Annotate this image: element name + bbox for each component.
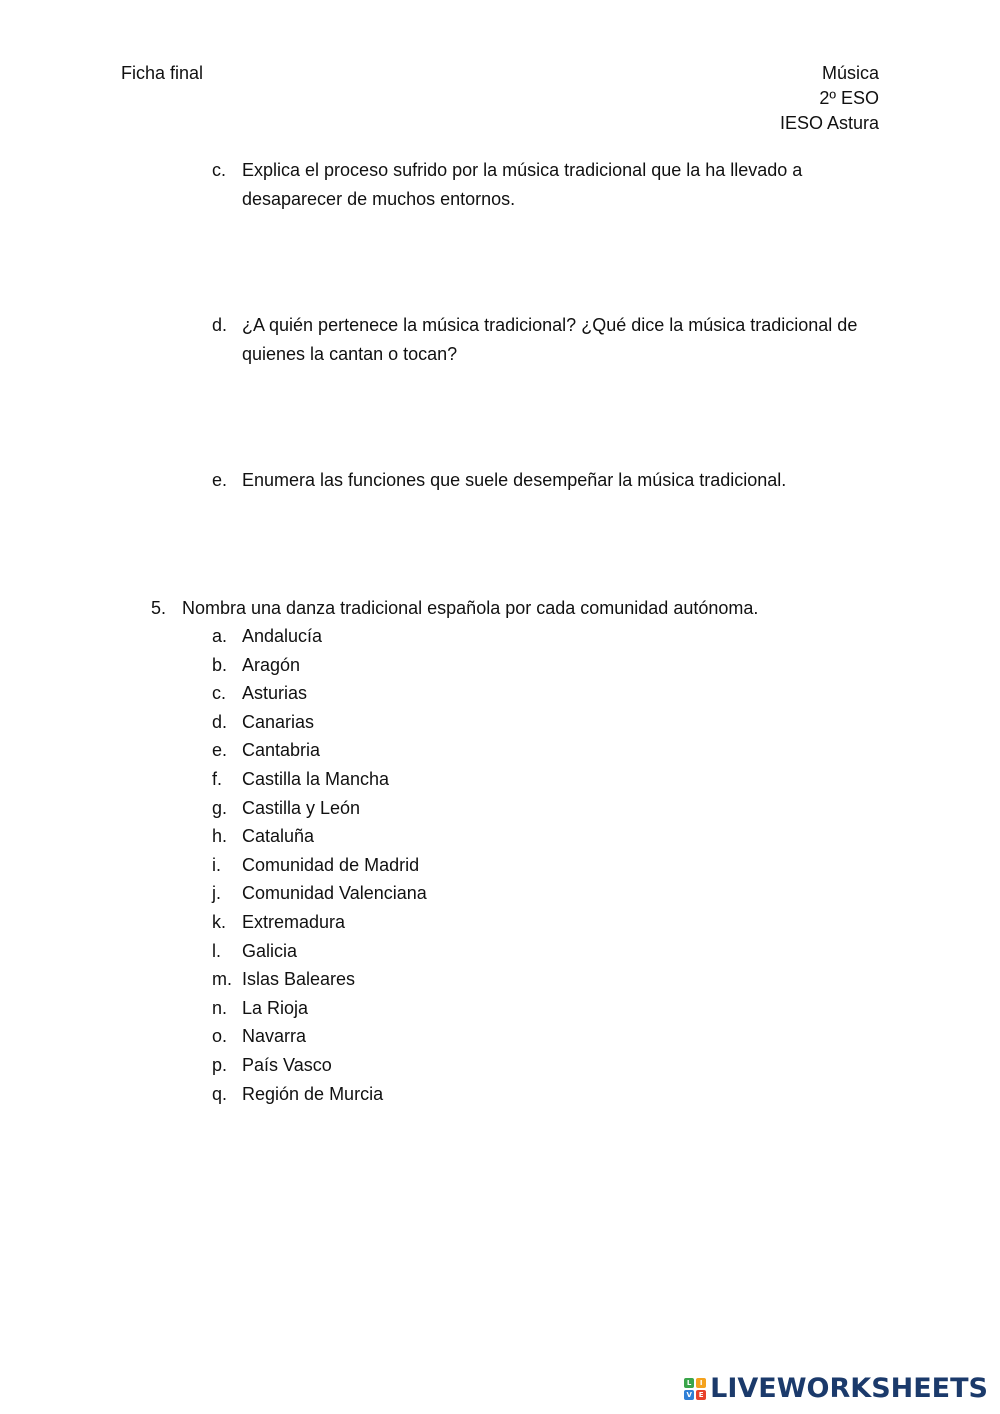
brand-name: LIVEWORKSHEETS [710,1373,988,1404]
region-list [212,622,427,1108]
list-item-label: Cataluña [242,826,315,847]
list-item [212,879,427,908]
list-item [212,679,427,708]
question-marker: c. [212,160,227,180]
list-item-label: Comunidad de Madrid [242,854,420,875]
list-item-label: Galicia [242,940,298,961]
list-item-marker: a. [212,626,228,646]
logo-tile: E [696,1390,706,1400]
list-item [212,651,427,680]
header-right-block [780,61,879,136]
logo-tile: V [684,1390,694,1400]
list-item-label: Islas Baleares [242,969,356,990]
list-item-label: Extremadura [242,911,346,932]
question-text: Enumera las funciones que suele desempeñar la música tradicional. [242,470,787,490]
header-school: IESO Astura [779,113,879,133]
list-item [212,965,427,994]
list-item-marker: o. [212,1026,228,1047]
list-item-marker: d. [212,711,228,732]
list-item [212,1051,427,1080]
list-item-label: Asturias [242,683,308,704]
list-item-marker: c. [212,683,227,704]
list-item-label: Canarias [242,711,315,732]
question-4d [212,311,872,369]
question-5 [151,594,758,622]
list-item-marker: k. [212,911,227,932]
list-item-marker: e. [212,740,228,761]
list-item-label: Comunidad Valenciana [242,883,427,904]
list-item [212,1080,427,1109]
list-item-marker: l. [212,940,221,961]
logo-tile: I [696,1378,706,1388]
question-marker: d. [212,315,228,335]
list-item [212,765,427,794]
list-item [212,794,427,823]
list-item-marker: n. [212,997,228,1018]
list-item [212,937,427,966]
list-item-label: Castilla la Mancha [242,768,390,789]
list-item-marker: j. [212,883,221,904]
question-number: 5. [151,598,167,618]
list-item [212,736,427,765]
list-item [212,908,427,937]
list-item-marker: m. [212,969,232,990]
list-item [212,822,427,851]
list-item-label: Región de Murcia [242,1083,384,1104]
list-item [212,851,427,880]
list-item-label: País Vasco [242,1054,332,1075]
list-item-label: Cantabria [242,740,321,761]
list-item [212,994,427,1023]
list-item-marker: q. [212,1083,228,1104]
header-grade: 2º ESO [819,88,879,108]
brand-footer [684,1374,988,1404]
list-item-label: La Rioja [242,997,309,1018]
list-item-marker: h. [212,826,228,847]
question-text: Explica el proceso sufrido por la música tradicional que la ha llevado a desaparecer de muchos entornos. [242,160,803,209]
list-item-label: Aragón [242,654,301,675]
list-item-label: Andalucía [242,626,323,646]
header-subject: Música [821,63,879,83]
list-item-label: Navarra [242,1026,307,1047]
list-item-marker: g. [212,797,228,818]
question-text: ¿A quién pertenece la música tradicional? ¿Qué dice la música tradicional de quienes la cantan o tocan? [242,315,858,364]
list-item-marker: b. [212,654,228,675]
logo-tile: L [684,1378,694,1388]
liveworksheets-logo-icon [684,1378,706,1400]
question-marker: e. [212,470,228,490]
question-4c [212,156,872,214]
list-item-marker: p. [212,1054,228,1075]
header-left-title: Ficha final [121,63,204,83]
list-item-label: Castilla y León [242,797,361,818]
list-item-marker: f. [212,768,223,789]
list-item [212,622,427,651]
list-item [212,708,427,737]
list-item [212,1022,427,1051]
question-text: Nombra una danza tradicional española por cada comunidad autónoma. [182,598,759,618]
question-4e [212,466,872,495]
list-item-marker: i. [212,854,221,875]
